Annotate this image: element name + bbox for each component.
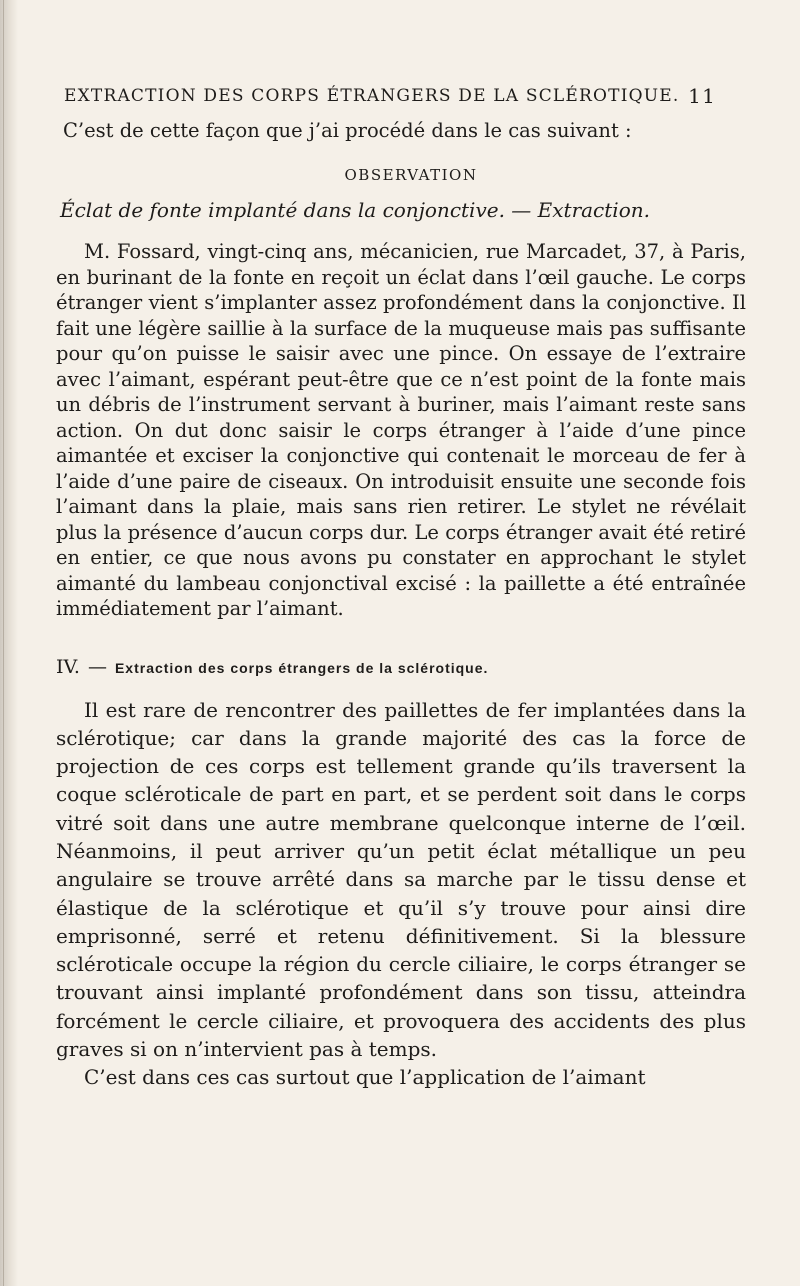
section-paragraph-1: Il est rare de rencontrer des paillettes de fer implantées dans la sclérotique; car dans la grande majorité des cas la force de projection de ces corps est tellement grande qu’ils traversent la coque scléroticale de part en part, et se perdent soit dans le corps vitré soit dans une autre membrane quelconque interne de l’œil. Néanmoins, il peut arriver qu’un petit éclat métallique un peu angulaire se trouve arrêté dans sa marche par le tissu dense et élastique de la sclérotique et qu’il s’y trouve pour ainsi dire emprisonné, serré et retenu définitivement. Si la blessure scléroticale occupe la région du cercle ciliaire, le corps étranger se trouvant ainsi implanté profondément dans son tissu, atteindra forcément le cercle ciliaire, et provoquera des accidents des plus graves si on n’intervient pas à temps. <box>56 697 746 1062</box>
observation-title: Éclat de fonte implanté dans la conjonctive. — Extraction. <box>60 197 650 222</box>
book-spine-edge <box>0 0 18 1286</box>
section-paragraph-2: C’est dans ces cas surtout que l’application de l’aimant <box>84 1065 646 1090</box>
observation-body: M. Fossard, vingt-cinq ans, mécanicien, rue Marcadet, 37, à Paris, en burinant de la fonte en reçoit un éclat dans l’œil gauche. Le corps étranger vient s’implanter assez profondément dans la conjonctive. Il fait une légère saillie à la surface de la muqueuse mais pas suffisante pour qu’on puisse le saisir avec une pince. On essaye de l’extraire avec l’aimant, espérant peut-être que ce n’est point de la fonte mais un débris de l’instrument servant à buriner, mais l’aimant reste sans action. On dut donc saisir le corps étranger à l’aide d’une pince aimantée et exciser la conjonctive qui contenait le morceau de fer à l’aide d’une paire de ciseaux. On introduisit ensuite une seconde fois l’aimant dans la plaie, mais sans rien retirer. Le stylet ne révélait plus la présence d’aucun corps dur. Le corps étranger avait été retiré en entier, ce que nous avons pu constater en approchant le stylet aimanté du lambeau conjonctival excisé : la paillette a été entraînée immédiatement par l’aimant. <box>56 240 746 620</box>
observation-heading: OBSERVATION <box>344 165 478 184</box>
intro-paragraph: C’est de cette façon que j’ai procédé dans le cas suivant : <box>63 119 632 142</box>
section-title: Extraction des corps étrangers de la sclérotique. <box>114 659 489 676</box>
page-number: 11 <box>688 84 716 108</box>
running-head-title: EXTRACTION DES CORPS ÉTRANGERS DE LA SCLÉROTIQUE. <box>64 86 680 106</box>
running-head <box>56 84 746 114</box>
section-number: IV. <box>56 655 80 678</box>
section-heading <box>56 656 746 678</box>
book-page <box>56 84 746 1092</box>
spine-line <box>3 0 4 1286</box>
section-dash: — <box>87 655 107 678</box>
